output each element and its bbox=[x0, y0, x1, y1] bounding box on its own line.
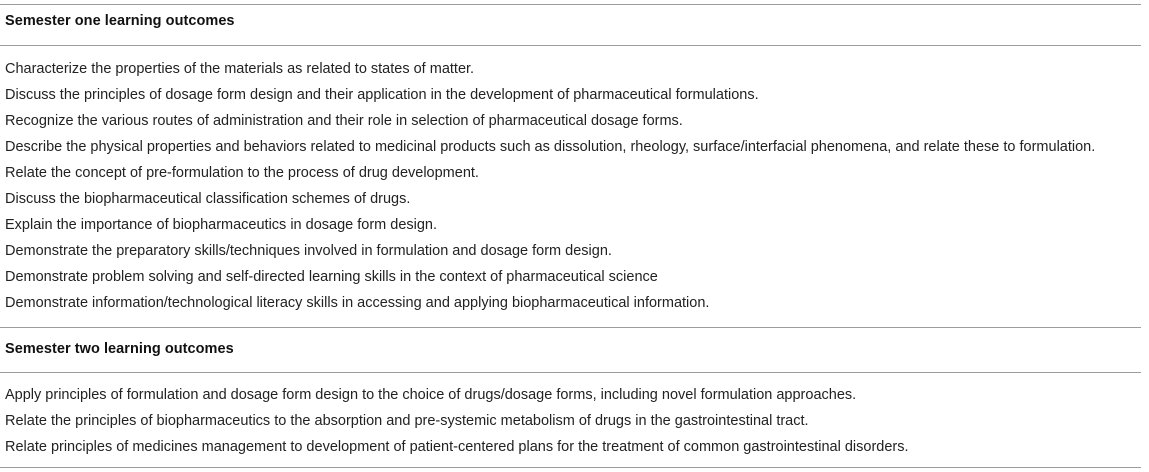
section-one-item: Describe the physical properties and behaviors related to medicinal products such as dissolution, rheology, surface/interfacial phenomena, and relate these to formulation. bbox=[5, 139, 1096, 155]
section-one-item: Relate the concept of pre-formulation to the process of drug development. bbox=[5, 165, 479, 181]
section-one-item: Recognize the various routes of administration and their role in selection of pharmaceutical dosage forms. bbox=[5, 113, 683, 129]
section-one-item: Demonstrate the preparatory skills/techniques involved in formulation and dosage form design. bbox=[5, 243, 612, 259]
section-one-header-rule bbox=[0, 45, 1141, 46]
section-one-item: Demonstrate information/technological literacy skills in accessing and applying biopharmaceutical information. bbox=[5, 295, 710, 311]
section-two-item: Relate the principles of biopharmaceutics to the absorption and pre-systemic metabolism of drugs in the gastrointestinal tract. bbox=[5, 413, 809, 429]
section-two-header: Semester two learning outcomes bbox=[5, 341, 234, 357]
section-one-item: Discuss the principles of dosage form design and their application in the development of pharmaceutical formulations. bbox=[5, 87, 759, 103]
table-bottom-rule bbox=[0, 467, 1141, 468]
section-one-header: Semester one learning outcomes bbox=[5, 13, 235, 29]
table-top-rule bbox=[0, 4, 1141, 5]
section-two-item: Apply principles of formulation and dosage form design to the choice of drugs/dosage forms, including novel formulation approaches. bbox=[5, 387, 857, 403]
section-one-item: Discuss the biopharmaceutical classification schemes of drugs. bbox=[5, 191, 411, 207]
section-two-item: Relate principles of medicines management to development of patient-centered plans for the treatment of common gastrointestinal disorders. bbox=[5, 439, 909, 455]
section-divider-rule bbox=[0, 327, 1141, 328]
section-one-item: Explain the importance of biopharmaceutics in dosage form design. bbox=[5, 217, 438, 233]
section-two-header-rule bbox=[0, 372, 1141, 373]
section-one-item: Characterize the properties of the materials as related to states of matter. bbox=[5, 61, 475, 77]
section-one-item: Demonstrate problem solving and self-directed learning skills in the context of pharmaceutical science bbox=[5, 269, 658, 285]
